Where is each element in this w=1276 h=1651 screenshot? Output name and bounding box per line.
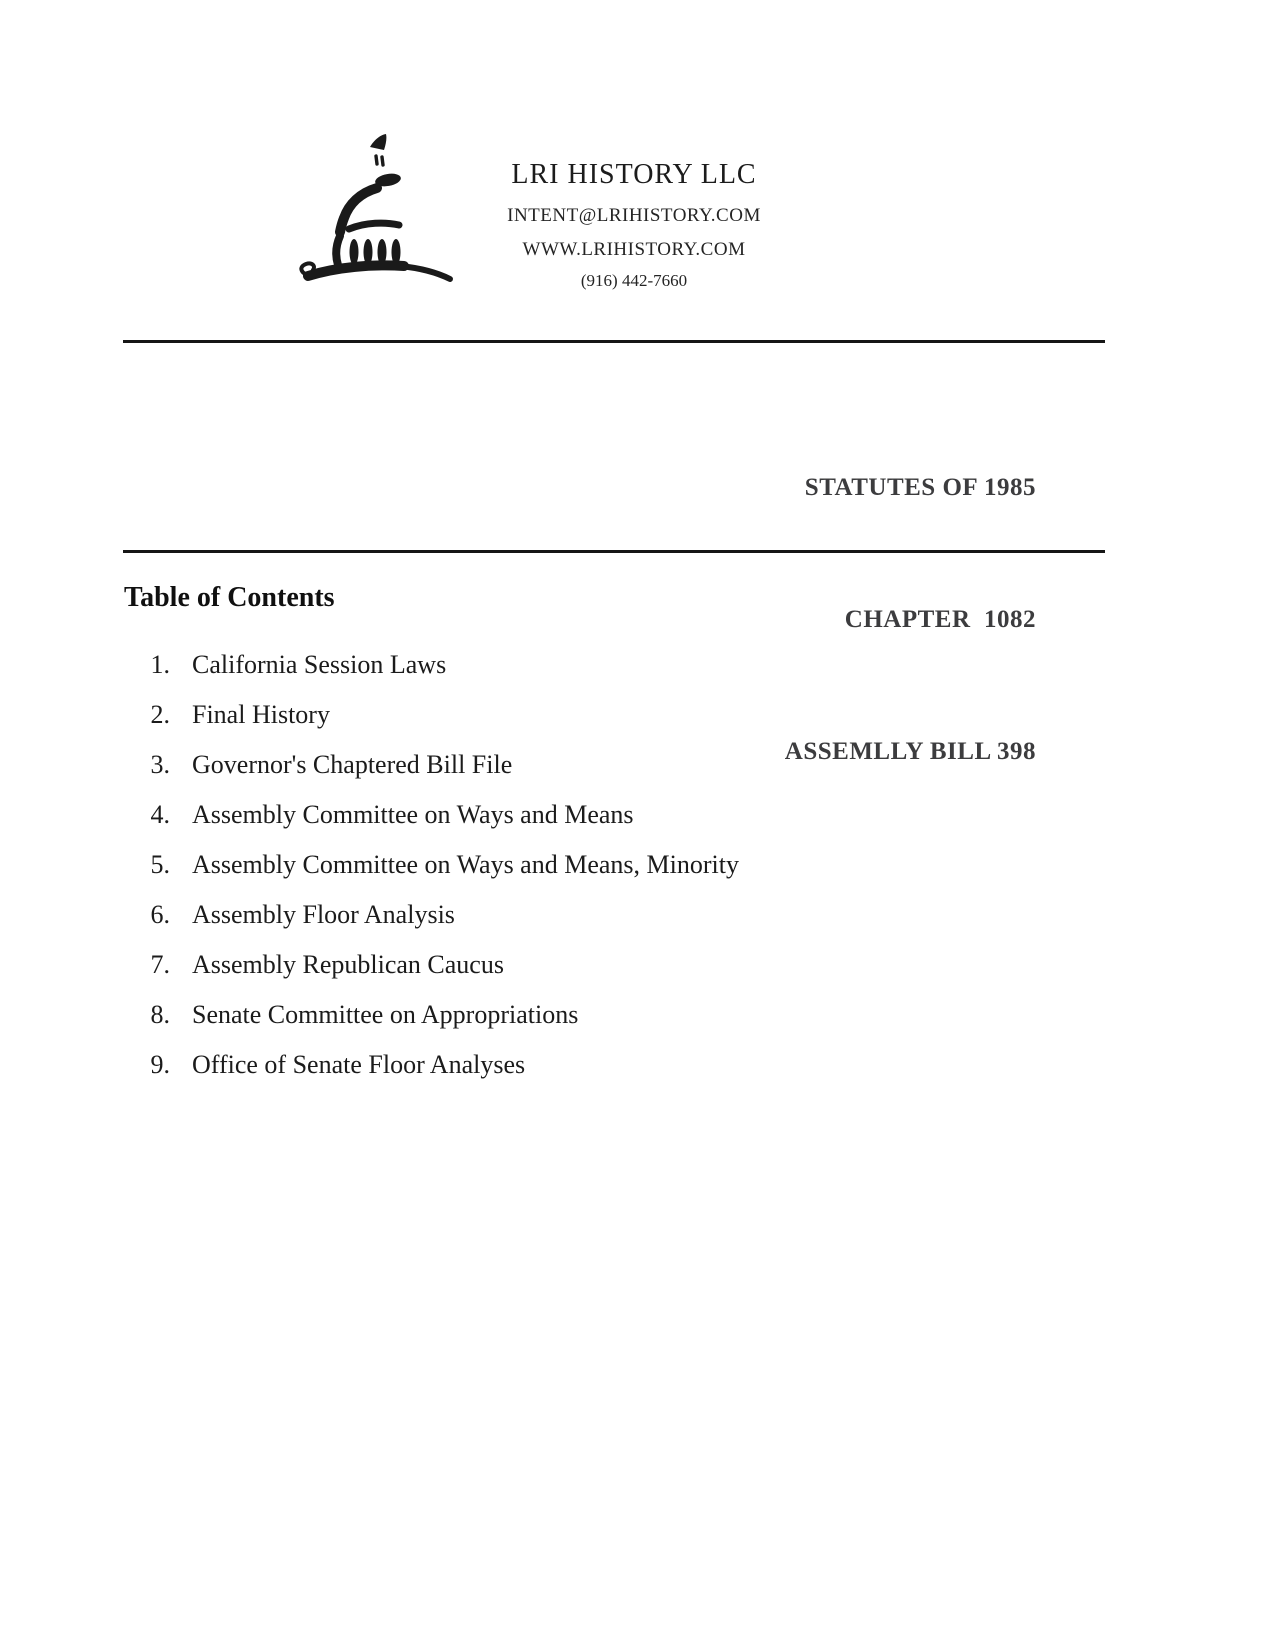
org-name: LRI HISTORY LLC xyxy=(511,159,757,190)
ground-swoosh xyxy=(308,265,404,276)
toc-item-label: Office of Senate Floor Analyses xyxy=(192,1050,526,1079)
toc-item xyxy=(128,950,739,980)
toc-item-number: 1. xyxy=(150,650,170,679)
horizontal-rule-bottom xyxy=(123,550,1105,553)
statutes-block xyxy=(785,378,1036,862)
toc-item-label: Assembly Committee on Ways and Means xyxy=(192,800,634,829)
toc-item xyxy=(128,1000,739,1030)
toc-item-label: Governor's Chaptered Bill File xyxy=(192,750,513,779)
toc-item-number: 6. xyxy=(150,900,170,929)
chapter-line: CHAPTER 1082 xyxy=(844,606,1036,633)
org-email: INTENT@LRIHISTORY.COM xyxy=(507,205,761,226)
toc-item-number: 4. xyxy=(150,800,170,829)
toc-item-label: Final History xyxy=(192,700,330,729)
bill-line: ASSEMLLY BILL 398 xyxy=(784,738,1036,765)
toc-item xyxy=(128,750,739,780)
letterhead xyxy=(434,158,834,292)
toc-item-label: California Session Laws xyxy=(192,650,447,679)
toc-item-label: Senate Committee on Appropriations xyxy=(192,1000,579,1029)
toc-item-label: Assembly Republican Caucus xyxy=(192,950,504,979)
wall-stroke xyxy=(336,236,340,265)
toc-item xyxy=(128,1050,739,1080)
org-phone: (916) 442-7660 xyxy=(580,271,688,290)
toc-item xyxy=(128,800,739,830)
toc-item xyxy=(128,650,739,680)
toc-item-label: Assembly Committee on Ways and Means, Minority xyxy=(192,850,739,879)
toc-item xyxy=(128,900,739,930)
toc-list xyxy=(128,650,739,1100)
toc-item-number: 5. xyxy=(150,850,170,879)
toc-item xyxy=(128,850,739,880)
toc-item-number: 9. xyxy=(150,1050,170,1079)
toc-item-number: 8. xyxy=(150,1000,170,1029)
flag-shape xyxy=(370,134,386,150)
toc-item-number: 2. xyxy=(150,700,170,729)
tick-mark xyxy=(382,157,383,165)
toc-heading: Table of Contents xyxy=(124,582,335,613)
org-website: WWW.LRIHISTORY.COM xyxy=(522,239,746,260)
statutes-line: STATUTES OF 1985 xyxy=(804,474,1036,501)
dome-base-stroke xyxy=(349,223,399,229)
toc-item-number: 7. xyxy=(150,950,170,979)
horizontal-rule-top xyxy=(123,340,1105,343)
tick-mark xyxy=(376,156,377,164)
toc-item-number: 3. xyxy=(150,750,170,779)
column-shape xyxy=(350,239,359,265)
toc-item-label: Assembly Floor Analysis xyxy=(192,900,455,929)
toc-item xyxy=(128,700,739,730)
